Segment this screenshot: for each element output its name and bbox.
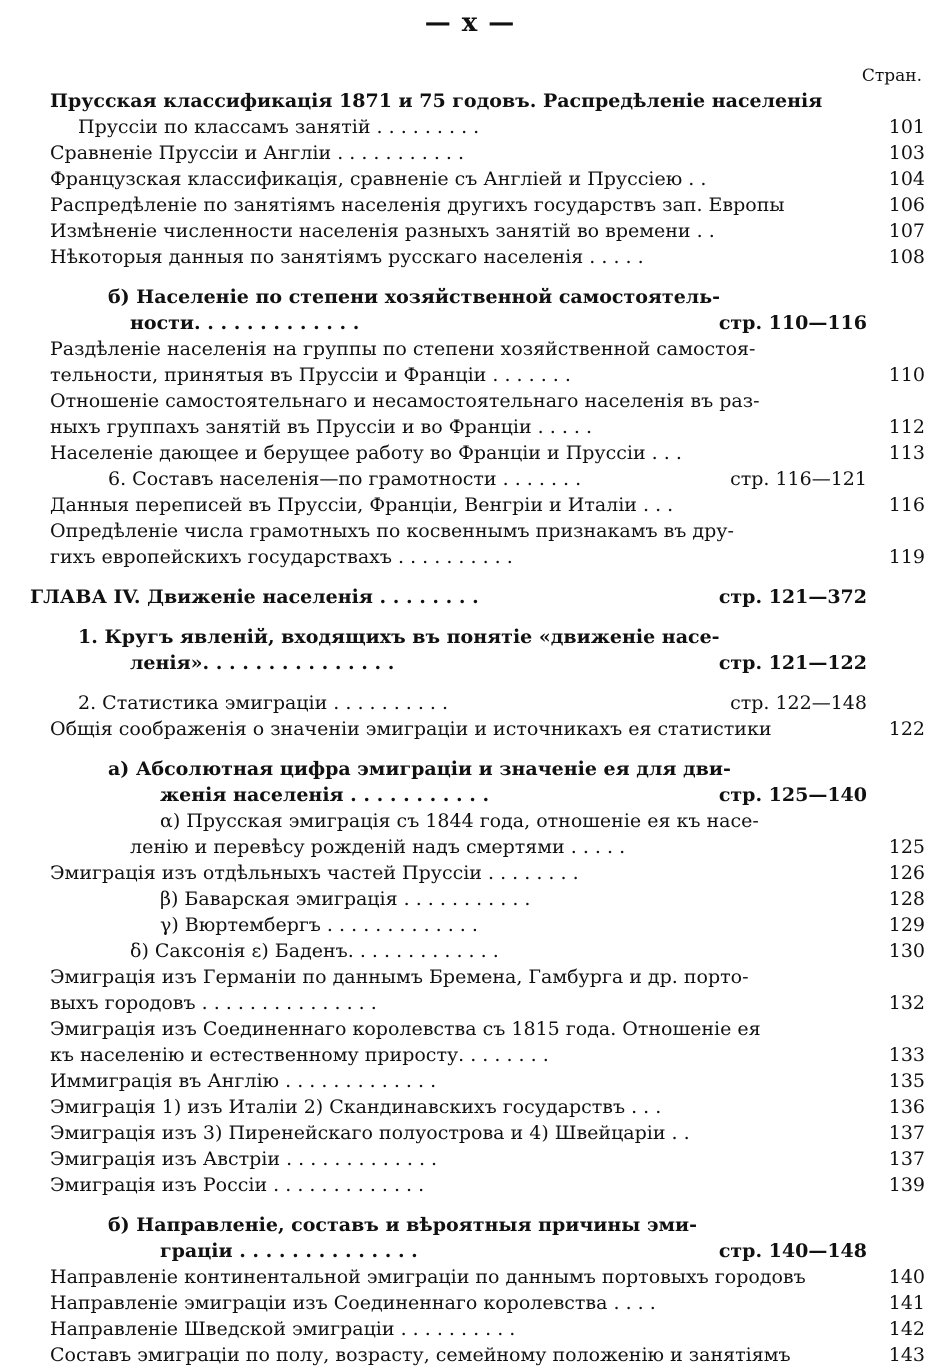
toc-entry-page-range: стр. 121—122 (718, 652, 867, 674)
column-header-pages: Стран. (861, 66, 922, 86)
toc-entry-title: ГЛАВА IV. Движеніе населенія . . . . . . . . (30, 586, 479, 608)
toc-entry-title: 1. Кругъ явленій, входящихъ въ понятіе «движеніе насе- (78, 626, 720, 648)
toc-entry-title: Измѣненіе численности населенія разныхъ занятій во времени . . (50, 220, 715, 242)
toc-entry-title: а) Абсолютная цифра эмиграціи и значеніе ея для дви- (108, 758, 731, 780)
toc-entry-title: Населеніе дающее и берущее работу во Франціи и Пруссіи . . . (50, 442, 682, 464)
toc-entry (50, 218, 925, 244)
toc-entry (50, 440, 925, 466)
toc-entry-page-range: стр. 122—148 (730, 692, 867, 714)
toc-entry (50, 1212, 925, 1238)
toc-entry-title: Направленіе Шведской эмиграціи . . . . . . . . . . (50, 1318, 516, 1340)
toc-entry (50, 88, 925, 114)
toc-entry-page: 140 (888, 1266, 925, 1288)
toc-entry (50, 912, 925, 938)
toc-entry (50, 1290, 925, 1316)
toc-entry-title: Эмиграція изъ Соединеннаго королевства съ 1815 года. Отношеніе ея (50, 1018, 761, 1040)
toc-entry (50, 388, 925, 414)
toc-entry-page: 132 (888, 992, 925, 1014)
toc-entry (50, 690, 925, 716)
toc-entry-page: 137 (888, 1122, 925, 1144)
toc-entry-title: Данныя переписей въ Пруссіи, Франціи, Венгріи и Италіи . . . (50, 494, 674, 516)
toc-entry-title: Нѣкоторыя данныя по занятіямъ русскаго населенія . . . . . (50, 246, 644, 268)
table-of-contents (30, 88, 925, 1368)
toc-entry (50, 1094, 925, 1120)
toc-entry (50, 518, 925, 544)
toc-entry-page: 135 (888, 1070, 925, 1092)
toc-entry-page: 125 (888, 836, 925, 858)
spacer (50, 610, 925, 624)
toc-entry-page: 119 (888, 546, 925, 568)
toc-entry-page: 139 (888, 1174, 925, 1196)
toc-entry-title: б) Населеніе по степени хозяйственной самостоятель- (108, 286, 720, 308)
toc-entry-title: Эмиграція изъ 3) Пиренейскаго полуострова и 4) Швейцаріи . . (50, 1122, 690, 1144)
spacer (50, 742, 925, 756)
toc-entry-title: β) Баварская эмиграція . . . . . . . . . . . (160, 888, 531, 910)
toc-entry-title: женія населенія . . . . . . . . . . . (160, 784, 490, 806)
toc-entry-page: 108 (888, 246, 925, 268)
toc-entry-page: 107 (888, 220, 925, 242)
toc-entry-title: Составъ эмиграціи по полу, возрасту, семейному положенію и занятіямъ (50, 1344, 791, 1366)
toc-entry-page: 104 (888, 168, 925, 190)
toc-entry-page: 141 (888, 1292, 925, 1314)
toc-entry-page: 101 (888, 116, 925, 138)
toc-entry-title: Эмиграція изъ Россіи . . . . . . . . . . . . . (50, 1174, 425, 1196)
toc-entry-title: выхъ городовъ . . . . . . . . . . . . . . . (50, 992, 377, 1014)
toc-entry (50, 808, 925, 834)
toc-entry-title: Эмиграція 1) изъ Италіи 2) Скандинавскихъ государствъ . . . (50, 1096, 662, 1118)
toc-entry-page: 122 (888, 718, 925, 740)
toc-entry (50, 192, 925, 218)
toc-entry-title: Распредѣленіе по занятіямъ населенія другихъ государствъ зап. Европы (50, 194, 785, 216)
toc-entry-page: 130 (888, 940, 925, 962)
toc-entry (50, 1120, 925, 1146)
toc-entry (30, 584, 925, 610)
toc-entry-page: 137 (888, 1148, 925, 1170)
toc-entry-page: 133 (888, 1044, 925, 1066)
toc-entry (50, 990, 925, 1016)
toc-entry-title: б) Направленіе, составъ и вѣроятныя причины эми- (108, 1214, 697, 1236)
toc-entry-page: 136 (888, 1096, 925, 1118)
spacer (50, 676, 925, 690)
toc-entry (50, 1316, 925, 1342)
toc-entry-title: тельности, принятыя въ Пруссіи и Франціи . . . . . . . (50, 364, 571, 386)
toc-entry (50, 756, 925, 782)
toc-entry-title: Сравненіе Пруссіи и Англіи . . . . . . . . . . . (50, 142, 465, 164)
toc-entry-page: 110 (888, 364, 925, 386)
toc-entry (50, 1238, 925, 1264)
toc-entry (50, 886, 925, 912)
toc-entry (50, 336, 925, 362)
toc-entry-title: Направленіе континентальной эмиграціи по даннымъ портовыхъ городовъ (50, 1266, 806, 1288)
toc-entry-page: 129 (888, 914, 925, 936)
toc-entry (50, 938, 925, 964)
toc-entry (50, 284, 925, 310)
toc-entry-page: 142 (888, 1318, 925, 1340)
toc-entry-title: гихъ европейскихъ государствахъ . . . . . . . . . . (50, 546, 513, 568)
toc-entry (50, 1068, 925, 1094)
toc-entry-title: Раздѣленіе населенія на группы по степени хозяйственной самостоя- (50, 338, 756, 360)
toc-entry-page: 106 (888, 194, 925, 216)
toc-entry (50, 1264, 925, 1290)
toc-entry-page: 126 (888, 862, 925, 884)
toc-entry-title: къ населенію и естественному приросту. . . . . . . . (50, 1044, 549, 1066)
toc-entry-title: 6. Составъ населенія—по грамотности . . . . . . . (108, 468, 582, 490)
toc-entry (50, 1342, 925, 1368)
toc-entry-page: 112 (888, 416, 925, 438)
toc-entry (50, 624, 925, 650)
toc-entry (50, 140, 925, 166)
toc-entry (50, 834, 925, 860)
toc-entry (50, 166, 925, 192)
toc-entry (50, 1146, 925, 1172)
toc-entry (50, 716, 925, 742)
toc-entry-title: δ) Саксонія ε) Баденъ. . . . . . . . . . . . . (130, 940, 499, 962)
toc-entry (50, 114, 925, 140)
toc-entry (50, 782, 925, 808)
toc-entry-page-range: стр. 125—140 (718, 784, 867, 806)
toc-entry-page-range: стр. 121—372 (718, 586, 867, 608)
toc-entry (50, 362, 925, 388)
toc-entry-title: Отношеніе самостоятельнаго и несамостоятельнаго населенія въ раз- (50, 390, 760, 412)
toc-entry-title: Эмиграція изъ отдѣльныхъ частей Пруссіи . . . . . . . . (50, 862, 579, 884)
toc-entry (50, 860, 925, 886)
toc-entry (50, 964, 925, 990)
toc-entry-title: Прусская классификація 1871 и 75 годовъ. Распредѣленіе населенія (50, 90, 823, 112)
toc-entry (50, 1172, 925, 1198)
toc-entry-title: ности. . . . . . . . . . . . . (130, 312, 360, 334)
toc-entry (50, 1016, 925, 1042)
toc-entry-title: ленію и перевѣсу рожденій надъ смертями . . . . . (130, 836, 626, 858)
toc-entry (50, 492, 925, 518)
toc-entry-title: ленія». . . . . . . . . . . . . . . (130, 652, 395, 674)
toc-entry (50, 414, 925, 440)
toc-entry (50, 650, 925, 676)
toc-entry-page-range: стр. 116—121 (730, 468, 867, 490)
toc-entry-page: 143 (888, 1344, 925, 1366)
toc-entry (50, 244, 925, 270)
toc-entry-page: 113 (888, 442, 925, 464)
toc-entry-page: 116 (888, 494, 925, 516)
toc-entry-title: Эмиграція изъ Австріи . . . . . . . . . . . . . (50, 1148, 438, 1170)
toc-entry-title: 2. Статистика эмиграціи . . . . . . . . . . (78, 692, 449, 714)
toc-entry-title: Опредѣленіе числа грамотныхъ по косвеннымъ признакамъ въ дру- (50, 520, 734, 542)
toc-entry-title: γ) Вюртембергъ . . . . . . . . . . . . . (160, 914, 478, 936)
toc-entry-title: Французская классификація, сравненіе съ Англіей и Пруссіею . . (50, 168, 707, 190)
toc-entry (50, 544, 925, 570)
toc-entry-title: ныхъ группахъ занятій въ Пруссіи и во Франціи . . . . . (50, 416, 593, 438)
toc-entry-title: Направленіе эмиграціи изъ Соединеннаго королевства . . . . (50, 1292, 656, 1314)
toc-entry (50, 310, 925, 336)
toc-entry-title: граціи . . . . . . . . . . . . . . (160, 1240, 418, 1262)
toc-entry-page: 128 (888, 888, 925, 910)
spacer (50, 1198, 925, 1212)
spacer (50, 270, 925, 284)
toc-entry-title: Пруссіи по классамъ занятій . . . . . . . . . (78, 116, 480, 138)
toc-entry (50, 466, 925, 492)
page-header: — x — (424, 8, 516, 38)
toc-entry-title: Эмиграція изъ Германіи по даннымъ Бремена, Гамбурга и др. порто- (50, 966, 749, 988)
spacer (50, 570, 925, 584)
toc-entry-page: 103 (888, 142, 925, 164)
toc-entry (50, 1042, 925, 1068)
toc-entry-page-range: стр. 140—148 (718, 1240, 867, 1262)
toc-entry-title: Иммиграція въ Англію . . . . . . . . . . . . . (50, 1070, 437, 1092)
toc-entry-page-range: стр. 110—116 (718, 312, 867, 334)
toc-entry-title: Общія соображенія о значеніи эмиграціи и источникахъ ея статистики (50, 718, 772, 740)
toc-entry-title: α) Прусская эмиграція съ 1844 года, отношеніе ея къ насе- (160, 810, 759, 832)
